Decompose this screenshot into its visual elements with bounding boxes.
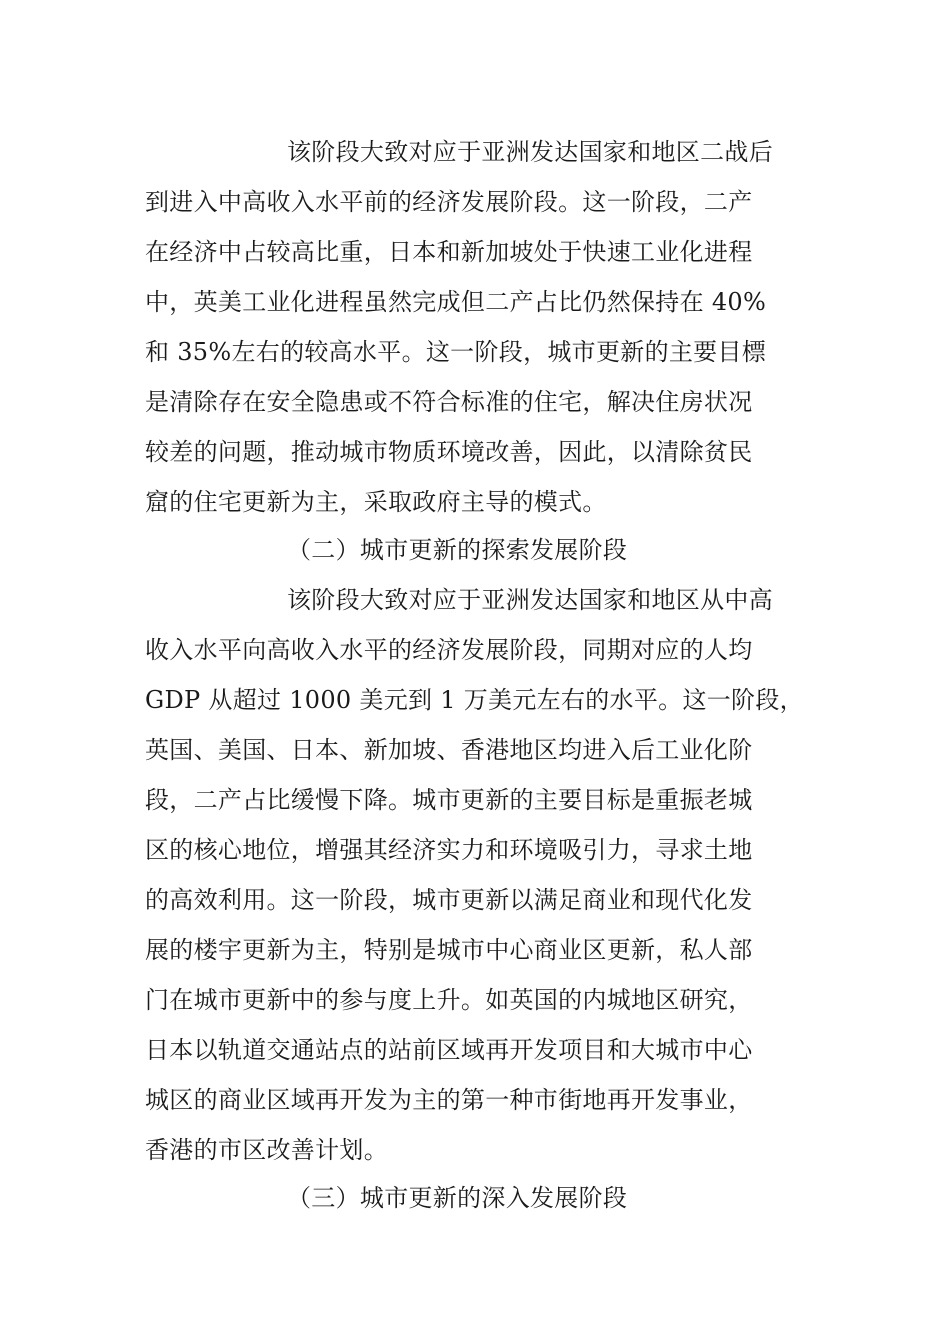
paragraph-line: 中，英美工业化进程虽然完成但二产占比仍然保持在 40% bbox=[145, 288, 767, 316]
paragraph-line: 门在城市更新中的参与度上升。如英国的内城地区研究， bbox=[145, 986, 753, 1014]
paragraph-line: 较差的问题，推动城市物质环境改善，因此，以清除贫民 bbox=[145, 438, 753, 466]
paragraph-line: 香港的市区改善计划。 bbox=[145, 1136, 388, 1164]
paragraph-line: 英国、美国、日本、新加坡、香港地区均进入后工业化阶 bbox=[145, 736, 753, 764]
paragraph-line: 和 35%左右的较高水平。这一阶段，城市更新的主要目標 bbox=[145, 338, 767, 366]
paragraph-line: 该阶段大致对应于亚洲发达国家和地区从中高 bbox=[287, 586, 773, 614]
paragraph-line: 在经济中占较高比重，日本和新加坡处于快速工业化进程 bbox=[145, 238, 753, 266]
paragraph-line: 到进入中高收入水平前的经济发展阶段。这一阶段，二产 bbox=[145, 188, 753, 216]
paragraph-line: 城区的商业区域再开发为主的第一种市街地再开发事业， bbox=[145, 1086, 753, 1114]
paragraph-line: 的高效利用。这一阶段，城市更新以满足商业和现代化发 bbox=[145, 886, 753, 914]
paragraph-line: 收入水平向高收入水平的经济发展阶段，同期对应的人均 bbox=[145, 636, 753, 664]
paragraph-line: 日本以轨道交通站点的站前区域再开发项目和大城市中心 bbox=[145, 1036, 753, 1064]
paragraph-line: GDP 从超过 1000 美元到 1 万美元左右的水平。这一阶段， bbox=[145, 686, 804, 714]
paragraph-line: 展的楼宇更新为主，特别是城市中心商业区更新，私人部 bbox=[145, 936, 753, 964]
section-heading-3: （三）城市更新的深入发展阶段 bbox=[287, 1184, 628, 1212]
paragraph-line: 是清除存在安全隐患或不符合标准的住宅，解决住房状况 bbox=[145, 388, 753, 416]
paragraph-line: 该阶段大致对应于亚洲发达国家和地区二战后 bbox=[287, 138, 773, 166]
paragraph-line: 窟的住宅更新为主，采取政府主导的模式。 bbox=[145, 488, 607, 516]
section-heading-2: （二）城市更新的探索发展阶段 bbox=[287, 536, 628, 564]
paragraph-line: 区的核心地位，增强其经济实力和环境吸引力，寻求土地 bbox=[145, 836, 753, 864]
paragraph-line: 段，二产占比缓慢下降。城市更新的主要目标是重振老城 bbox=[145, 786, 753, 814]
